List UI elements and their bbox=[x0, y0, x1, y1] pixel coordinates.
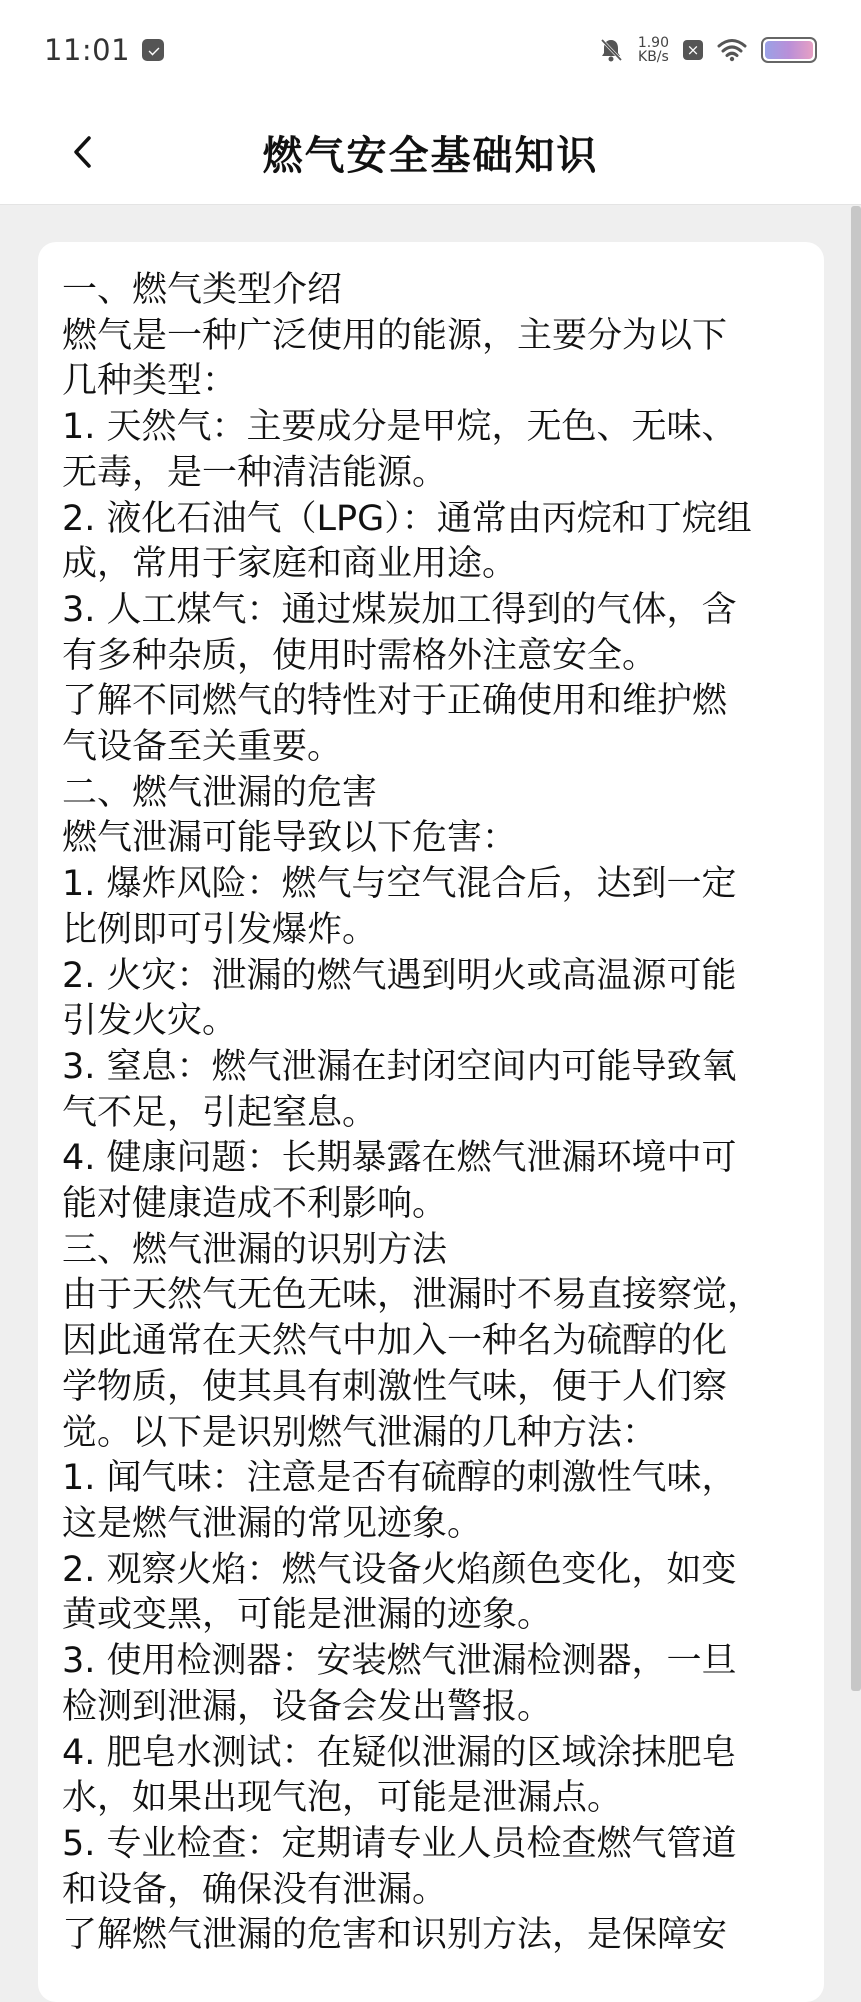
article-line: 水，如果出现气泡，可能是泄漏点。 bbox=[62, 1778, 623, 1819]
article-line: 无毒，是一种清洁能源。 bbox=[62, 452, 448, 493]
back-button[interactable] bbox=[58, 126, 110, 178]
page-title: 燃气安全基础知识 bbox=[262, 132, 599, 179]
article-line: 5. 专业检查：定期请专业人员检查燃气管道 bbox=[62, 1823, 737, 1864]
article-line: 1. 闻气味：注意是否有硫醇的刺激性气味， bbox=[62, 1458, 737, 1499]
status-right bbox=[598, 36, 817, 64]
article-body bbox=[62, 268, 800, 1959]
article-line: 4. 肥皂水测试：在疑似泄漏的区域涂抹肥皂 bbox=[62, 1732, 737, 1773]
wifi-icon bbox=[717, 38, 747, 62]
article-line: 黄或变黑，可能是泄漏的迹象。 bbox=[62, 1595, 553, 1636]
status-bar bbox=[0, 0, 861, 100]
article-line: 2. 火灾：泄漏的燃气遇到明火或高温源可能 bbox=[62, 955, 737, 996]
network-speed-unit: KB/s bbox=[638, 49, 669, 65]
article-line: 气不足，引起窒息。 bbox=[62, 1092, 378, 1133]
app-header bbox=[0, 100, 861, 205]
article-line: 2. 液化石油气（LPG）：通常由丙烷和丁烷组 bbox=[62, 498, 752, 539]
article-line: 几种类型： bbox=[62, 361, 238, 402]
article-line: 觉。以下是识别燃气泄漏的几种方法： bbox=[62, 1412, 658, 1453]
article-line: 二、燃气泄漏的危害 bbox=[62, 772, 378, 813]
close-box-icon: × bbox=[683, 40, 703, 60]
battery-fill bbox=[765, 41, 813, 59]
article-line: 学物质，使其具有刺激性气味，便于人们察 bbox=[62, 1366, 728, 1407]
article-line: 一、燃气类型介绍 bbox=[62, 270, 343, 310]
article-line: 燃气是一种广泛使用的能源，主要分为以下 bbox=[62, 315, 728, 356]
article-line: 了解不同燃气的特性对于正确使用和维护燃 bbox=[62, 681, 728, 722]
article-line: 有多种杂质，使用时需格外注意安全。 bbox=[62, 635, 658, 676]
article-line: 三、燃气泄漏的识别方法 bbox=[62, 1229, 448, 1270]
network-speed-value: 1.90 bbox=[637, 35, 669, 51]
article-line: 1. 爆炸风险：燃气与空气混合后，达到一定 bbox=[62, 864, 737, 905]
article-line: 3. 使用检测器：安装燃气泄漏检测器，一旦 bbox=[62, 1641, 737, 1682]
article-line: 能对健康造成不利影响。 bbox=[62, 1184, 448, 1225]
article-line: 引发火灾。 bbox=[62, 1001, 238, 1042]
article-line: 检测到泄漏，设备会发出警报。 bbox=[62, 1686, 553, 1727]
article-line: 成，常用于家庭和商业用途。 bbox=[62, 544, 518, 585]
bell-muted-icon bbox=[598, 37, 624, 63]
article-line: 因此通常在天然气中加入一种名为硫醇的化 bbox=[62, 1321, 728, 1362]
article-line: 2. 观察火焰：燃气设备火焰颜色变化，如变 bbox=[62, 1549, 737, 1590]
article-line: 1. 天然气：主要成分是甲烷，无色、无味、 bbox=[62, 407, 737, 448]
article-line: 燃气泄漏可能导致以下危害： bbox=[62, 818, 518, 859]
message-notification-icon bbox=[142, 39, 164, 61]
battery-icon bbox=[761, 37, 817, 63]
content-area[interactable] bbox=[0, 206, 861, 1956]
article-card bbox=[38, 242, 824, 2002]
article-line: 和设备，确保没有泄漏。 bbox=[62, 1869, 448, 1910]
article-line: 比例即可引发爆炸。 bbox=[62, 909, 378, 950]
article-line: 3. 人工煤气：通过煤炭加工得到的气体，含 bbox=[62, 589, 737, 630]
status-left bbox=[44, 33, 164, 67]
article-line: 4. 健康问题：长期暴露在燃气泄漏环境中可 bbox=[62, 1138, 737, 1179]
article-line: 3. 窒息：燃气泄漏在封闭空间内可能导致氧 bbox=[62, 1046, 737, 1087]
chevron-left-icon bbox=[58, 126, 110, 178]
status-time: 11:01 bbox=[44, 33, 131, 67]
article-line: 了解燃气泄漏的危害和识别方法，是保障安 bbox=[62, 1915, 728, 1956]
article-line: 这是燃气泄漏的常见迹象。 bbox=[62, 1503, 483, 1544]
network-speed bbox=[638, 36, 669, 64]
scrollbar[interactable] bbox=[851, 206, 861, 1691]
article-line: 气设备至关重要。 bbox=[62, 727, 343, 768]
article-line: 由于天然气无色无味，泄漏时不易直接察觉， bbox=[62, 1275, 763, 1316]
